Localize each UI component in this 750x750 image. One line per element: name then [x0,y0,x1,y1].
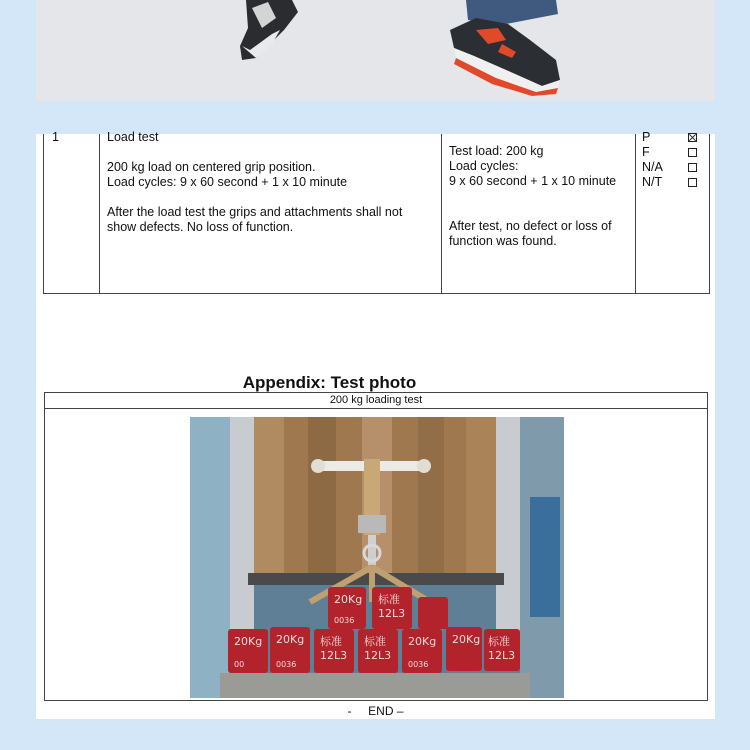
verdict-cell [636,130,710,294]
weight-label: 20Kg [234,635,263,648]
verdict-label: N/A [642,160,663,174]
verdict-label: F [642,145,650,159]
appendix-title: Appendix: Test photo [242,373,417,392]
load-test-photo [190,417,564,698]
weight-label: 标准 [378,593,400,606]
photo-caption: 200 kg loading test [45,393,707,409]
result-line: Test load: 200 kg [449,144,544,158]
weight-label: 12L3 [320,649,348,662]
weight-label: 12L3 [364,649,392,662]
hero-image [36,0,715,101]
verdict-na[interactable] [642,160,697,174]
weight-label: 20Kg [408,635,437,648]
weight-label: 0036 [334,616,355,625]
checkbox-icon[interactable] [688,163,697,172]
item-number: 1 [52,130,59,144]
results-table [43,130,710,294]
weight-label: 标准 [488,635,510,648]
weight-label: 20Kg [452,633,481,646]
verdict-pass[interactable] [642,130,697,144]
weight-label: 12L3 [378,607,406,620]
weight-label: 0036 [408,660,429,669]
test-report-document [36,130,715,719]
result-line: After test, no defect or loss of [449,219,612,233]
end-marker: - END – [347,704,404,718]
result-line: function was found. [449,234,557,248]
requirement-line: Load cycles: 9 x 60 second + 1 x 10 minute [107,175,348,189]
weight-label: 0036 [276,660,297,669]
requirement-line: After the load test the grips and attachments shall not [107,205,403,219]
test-photo-frame [44,392,708,701]
weight-label: 00 [234,660,245,669]
requirement-cell [100,130,442,294]
weight-label: 20Kg [334,593,363,606]
verdict-nt[interactable] [642,175,697,189]
item-number-cell [44,130,100,294]
table-row [44,134,710,294]
verdict-label: P [642,130,651,144]
weight-label: 12L3 [488,649,516,662]
weight-label: 标准 [364,635,386,648]
requirement-title: Load test [107,130,159,144]
checkbox-checked-icon[interactable] [688,133,697,142]
weight-label: 标准 [320,635,342,648]
requirement-line: 200 kg load on centered grip position. [107,160,316,174]
verdict-label: N/T [642,175,663,189]
result-line: Load cycles: [449,159,519,173]
load-test-rig-illustration [190,417,564,698]
result-line: 9 x 60 second + 1 x 10 minute [449,174,617,188]
jumping-shoes-illustration [36,0,715,101]
weight-label: 20Kg [276,633,305,646]
checkbox-icon[interactable] [688,178,697,187]
checkbox-icon[interactable] [688,148,697,157]
verdict-fail[interactable] [642,145,697,159]
result-cell [442,134,636,294]
requirement-line: show defects. No loss of function. [107,220,294,234]
